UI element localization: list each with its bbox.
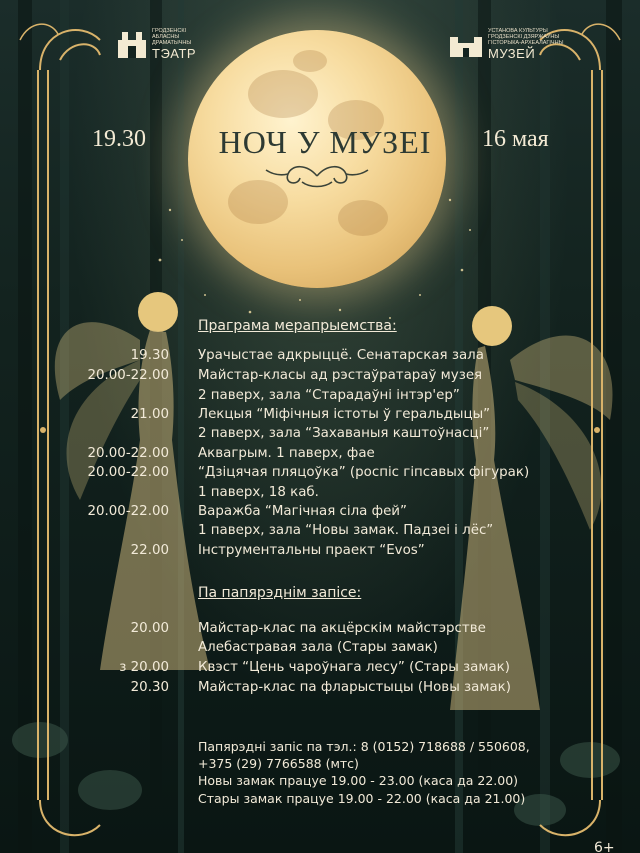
theatre-logo-line-1: ГРОДЗЕНСКІ [152, 28, 187, 34]
program-row-desc: Урачыстае адкрыццё. Сенатарская зала [198, 348, 484, 363]
program-row-desc: Лекцыя “Міфічныя істоты ў геральдыцы” [198, 407, 491, 422]
program-row-time: 22.00 [130, 543, 169, 558]
museum-logo [448, 28, 563, 61]
program-row-desc: Аквагрым. 1 паверх, фае [198, 446, 375, 461]
program-row-desc: Варажба “Магічная сіла фей” [198, 504, 407, 519]
program-row-time: 19.30 [130, 348, 169, 363]
museum-logo-word: МУЗЕЙ [488, 46, 536, 61]
registration-heading: Па папярэднім запісе: [198, 585, 362, 601]
theatre-building-icon [116, 30, 148, 60]
program-row-time: 20.00-22.00 [87, 446, 169, 461]
program-row-desc: 1 паверх, 18 каб. [198, 485, 319, 500]
event-title: НОЧ У МУЗЕІ [218, 124, 432, 160]
contact-phone-line: Папярэдні запіс па тэл.: 8 (0152) 718688 / 550608, [198, 739, 530, 754]
program-row-time: 21.00 [130, 407, 169, 422]
program-row-time: 20.00-22.00 [87, 504, 169, 519]
program-row-desc: “Дзіцячая пляцоўка” (роспіс гіпсавых фігурак) [198, 465, 530, 480]
program-row-desc: Майстар-класы ад рэстаўратараў музея [198, 368, 483, 383]
museum-logo-line-3: ГІСТОРЫКА-АРХЕАЛАГІЧНЫ [488, 40, 564, 46]
program-row-desc: 1 паверх, зала “Новы замак. Падзеі і лёс” [198, 523, 494, 538]
program-row-desc: Інструментальны праект “Evos” [198, 543, 425, 558]
theatre-logo-line-2: АБЛАСНЫ [152, 34, 180, 40]
program-row-time: 20.00-22.00 [87, 465, 169, 480]
registration-row-time: з 20.00 [119, 660, 169, 675]
registration-row-desc: Алебастравая зала (Стары замак) [198, 640, 438, 655]
museum-logo-line-2: ГРОДЗЕНСКІ ДЗЯРЖАЎНЫ [488, 34, 560, 40]
museum-logo-line-1: УСТАНОВА КУЛЬТУРЫ [488, 28, 548, 34]
registration-row-desc: Квэст “Цень чароўнага лесу” (Стары замак) [198, 660, 510, 675]
flourish-ornament-icon [262, 162, 372, 190]
theatre-logo-word: ТЭАТР [152, 46, 197, 61]
event-date: 16 мая [482, 126, 549, 152]
program-row-desc: 2 паверх, зала “Старадаўні інтэр'ер” [198, 388, 460, 403]
age-rating-badge: 6+ [594, 840, 615, 853]
event-time: 19.30 [92, 126, 146, 152]
old-castle-hours: Стары замак працуе 19.00 - 22.00 (каса да 21.00) [198, 791, 526, 806]
theatre-logo [116, 28, 196, 61]
theatre-logo-line-3: ДРАМАТЫЧНЫ [152, 40, 192, 46]
program-heading: Праграма мерапрыемства: [198, 318, 397, 334]
registration-row-desc: Майстар-клас па фларыстыцы (Новы замак) [198, 680, 511, 695]
program-row-time: 20.00-22.00 [87, 368, 169, 383]
program-row-desc: 2 паверх, зала “Захаваныя каштоўнасці” [198, 426, 490, 441]
castle-icon [448, 31, 484, 59]
registration-row-time: 20.00 [130, 621, 169, 636]
new-castle-hours: Новы замак працуе 19.00 - 23.00 (каса да 22.00) [198, 773, 519, 788]
registration-row-desc: Майстар-клас па акцёрскім майстэрстве [198, 621, 486, 636]
registration-row-time: 20.30 [130, 680, 169, 695]
contact-phone-mobile: +375 (29) 7766588 (мтс) [198, 756, 359, 771]
